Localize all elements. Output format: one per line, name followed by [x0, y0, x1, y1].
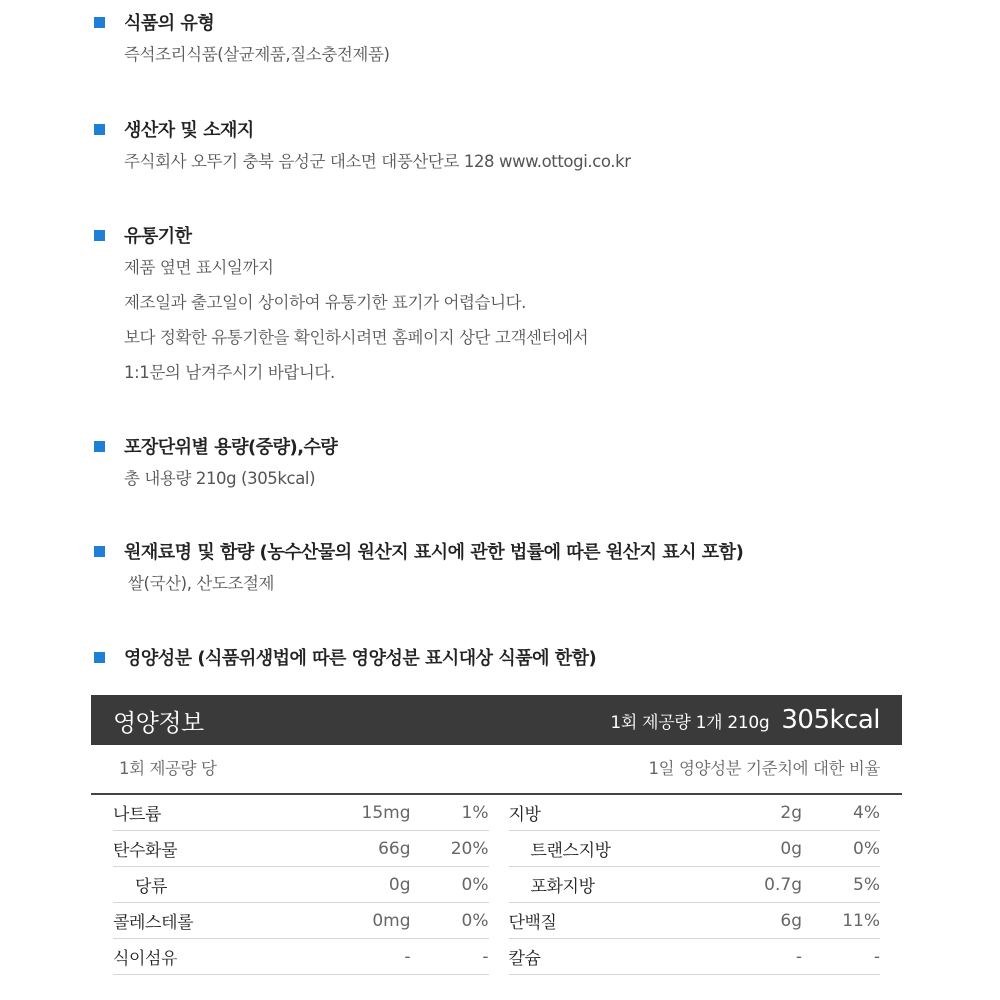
square-bullet-icon: [94, 17, 105, 28]
section-text: 총 내용량 210g (305kcal): [124, 469, 316, 488]
nutrient-percent: -: [873, 946, 880, 967]
nutrient-percent: 0%: [461, 874, 489, 895]
nutrient-percent: 0%: [461, 910, 489, 931]
section-title: 포장단위별 용량(중량),수량: [124, 437, 338, 458]
section-text: 1:1문의 남겨주시기 바랍니다.: [124, 363, 335, 382]
section-text: 보다 정확한 유통기한을 확인하시려면 홈페이지 상단 고객센터에서: [124, 328, 589, 347]
nutrient-name: 탄수화물: [113, 841, 178, 861]
nutrient-row: [509, 939, 881, 975]
nutrient-column-left: [91, 795, 497, 975]
section-title: 원재료명 및 함량 (농수산물의 원산지 표시에 관한 법률에 따른 원산지 표시 포함): [124, 542, 744, 563]
daily-value-label: 1일 영양성분 기준치에 대한 비율: [648, 759, 880, 778]
nutrition-header: [91, 695, 902, 745]
nutrient-amount: 0mg: [372, 910, 411, 931]
section-text: 제조일과 출고일이 상이하여 유통기한 표기가 어렵습니다.: [124, 293, 527, 312]
nutrient-percent: 4%: [853, 802, 880, 823]
section-text: 제품 옆면 표시일까지: [124, 258, 274, 277]
section-package-volume: [94, 431, 960, 496]
nutrition-title: 영양정보: [113, 708, 204, 737]
nutrient-row: [113, 795, 489, 831]
nutrient-name: 단백질: [508, 913, 557, 933]
nutrient-row: [113, 831, 489, 867]
nutrient-amount: 6g: [780, 910, 802, 931]
nutrient-row: [509, 867, 881, 903]
section-body: [124, 461, 960, 496]
nutrition-facts-panel: [91, 695, 902, 985]
section-title: 영양성분 (식품위생법에 따른 영양성분 표시대상 식품에 한함): [124, 648, 597, 669]
nutrient-name: 콜레스테롤: [113, 913, 194, 933]
nutrient-amount: -: [795, 946, 802, 967]
section-header: [94, 7, 960, 37]
square-bullet-icon: [94, 441, 105, 452]
section-body: [124, 250, 960, 390]
section-header: [94, 642, 960, 672]
nutrient-percent: 1%: [461, 802, 489, 823]
section-ingredients: [94, 536, 960, 601]
square-bullet-icon: [94, 124, 105, 135]
section-expiry: [94, 220, 960, 390]
section-title: 생산자 및 소재지: [124, 120, 254, 141]
nutrient-row: [113, 903, 489, 939]
nutrient-amount: 0.7g: [764, 874, 802, 895]
square-bullet-icon: [94, 230, 105, 241]
section-nutrition: [94, 642, 960, 672]
square-bullet-icon: [94, 546, 105, 557]
nutrient-percent: -: [482, 946, 489, 967]
nutrient-percent: 11%: [842, 910, 880, 931]
nutrient-columns: [91, 795, 902, 975]
nutrition-subheader: [91, 745, 902, 795]
square-bullet-icon: [94, 652, 105, 663]
section-food-type: [94, 7, 960, 72]
nutrient-row: [509, 903, 881, 939]
nutrient-amount: 2g: [780, 802, 802, 823]
nutrient-column-right: [497, 795, 903, 975]
section-title: 유통기한: [124, 226, 192, 247]
nutrient-name: 트랜스지방: [530, 841, 611, 861]
nutrient-name: 포화지방: [530, 877, 595, 897]
calories: 305kcal: [781, 705, 880, 735]
nutrient-amount: 15mg: [361, 802, 411, 823]
nutrient-amount: -: [404, 946, 411, 967]
serving-size: 1회 제공량 1개 210g: [610, 713, 770, 733]
section-header: [94, 114, 960, 144]
nutrient-percent: 20%: [450, 838, 489, 859]
section-text: 쌀(국산), 산도조절제: [128, 574, 275, 593]
nutrient-row: [113, 867, 489, 903]
nutrient-percent: 5%: [853, 874, 880, 895]
nutrient-row: [509, 795, 881, 831]
nutrient-amount: 66g: [378, 838, 411, 859]
nutrient-row: [509, 831, 881, 867]
nutrient-amount: 0g: [780, 838, 802, 859]
nutrient-name: 당류: [135, 877, 168, 897]
nutrient-name: 칼슘: [508, 949, 541, 969]
section-text: 주식회사 오뚜기 충북 음성군 대소면 대풍산단로 128 www.ottogi.co.kr: [124, 152, 631, 171]
nutrient-amount: 0g: [388, 874, 411, 895]
serving-info: [610, 705, 880, 735]
section-body: [124, 37, 960, 72]
section-title: 식품의 유형: [124, 13, 215, 34]
nutrient-name: 나트륨: [113, 805, 162, 825]
section-body: [124, 144, 960, 179]
nutrient-name: 식이섬유: [113, 949, 178, 969]
section-text: 즉석조리식품(살균제품,질소충전제품): [124, 45, 390, 64]
nutrient-percent: 0%: [853, 838, 880, 859]
section-header: [94, 431, 960, 461]
nutrient-row: [113, 939, 489, 975]
section-header: [94, 220, 960, 250]
section-producer: [94, 114, 960, 179]
nutrient-name: 지방: [508, 805, 541, 825]
per-serving-label: 1회 제공량 당: [119, 759, 217, 778]
section-body: [128, 566, 960, 601]
section-header: [94, 536, 960, 566]
